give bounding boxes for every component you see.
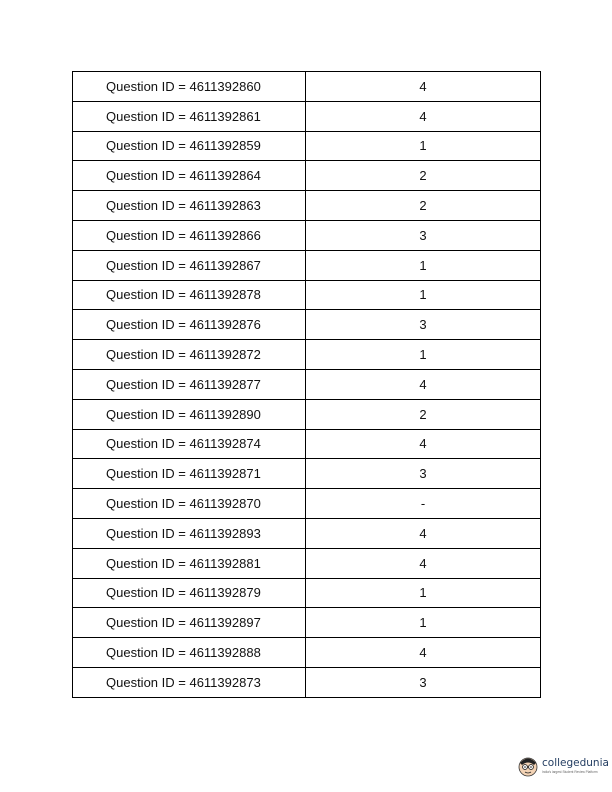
question-id-cell: Question ID = 4611392881 (73, 548, 306, 578)
answer-cell: 1 (306, 131, 541, 161)
table-row (73, 638, 541, 668)
table-row (73, 101, 541, 131)
table-row (73, 280, 541, 310)
collegedunia-logo (517, 755, 609, 777)
answer-cell: 4 (306, 548, 541, 578)
answer-cell: 1 (306, 340, 541, 370)
answer-cell: 3 (306, 310, 541, 340)
question-id-cell: Question ID = 4611392861 (73, 101, 306, 131)
table-row (73, 310, 541, 340)
answer-cell: 2 (306, 161, 541, 191)
logo-text (542, 758, 609, 774)
table-row (73, 72, 541, 102)
answer-cell: 3 (306, 459, 541, 489)
question-id-cell: Question ID = 4611392866 (73, 220, 306, 250)
answer-cell: 2 (306, 191, 541, 221)
answer-key-body (73, 72, 541, 698)
question-id-cell: Question ID = 4611392863 (73, 191, 306, 221)
question-id-cell: Question ID = 4611392872 (73, 340, 306, 370)
table-row (73, 608, 541, 638)
answer-cell: 2 (306, 399, 541, 429)
question-id-cell: Question ID = 4611392867 (73, 250, 306, 280)
answer-cell: 1 (306, 280, 541, 310)
logo-tagline: India's largest Student Review Platform (542, 769, 598, 774)
table-row (73, 250, 541, 280)
table-row (73, 459, 541, 489)
table-row (73, 667, 541, 697)
answer-cell: 4 (306, 429, 541, 459)
answer-cell: 1 (306, 250, 541, 280)
table-row (73, 220, 541, 250)
question-id-cell: Question ID = 4611392878 (73, 280, 306, 310)
table-row (73, 548, 541, 578)
answer-cell: 4 (306, 101, 541, 131)
table-row (73, 518, 541, 548)
table-row (73, 489, 541, 519)
question-id-cell: Question ID = 4611392888 (73, 638, 306, 668)
table-row (73, 161, 541, 191)
question-id-cell: Question ID = 4611392873 (73, 667, 306, 697)
table-row (73, 429, 541, 459)
answer-cell: 4 (306, 638, 541, 668)
mascot-icon (517, 755, 539, 777)
question-id-cell: Question ID = 4611392874 (73, 429, 306, 459)
question-id-cell: Question ID = 4611392876 (73, 310, 306, 340)
question-id-cell: Question ID = 4611392860 (73, 72, 306, 102)
question-id-cell: Question ID = 4611392890 (73, 399, 306, 429)
answer-cell: 1 (306, 608, 541, 638)
table-row (73, 340, 541, 370)
table-row (73, 399, 541, 429)
answer-cell: 4 (306, 72, 541, 102)
question-id-cell: Question ID = 4611392870 (73, 489, 306, 519)
answer-cell: 4 (306, 369, 541, 399)
question-id-cell: Question ID = 4611392859 (73, 131, 306, 161)
logo-name: collegedunia (542, 757, 609, 770)
table-row (73, 191, 541, 221)
question-id-cell: Question ID = 4611392877 (73, 369, 306, 399)
answer-cell: 4 (306, 518, 541, 548)
answer-cell: - (306, 489, 541, 519)
table-row (73, 369, 541, 399)
question-id-cell: Question ID = 4611392864 (73, 161, 306, 191)
table-row (73, 578, 541, 608)
question-id-cell: Question ID = 4611392879 (73, 578, 306, 608)
table-row (73, 131, 541, 161)
answer-cell: 3 (306, 667, 541, 697)
answer-cell: 3 (306, 220, 541, 250)
question-id-cell: Question ID = 4611392893 (73, 518, 306, 548)
question-id-cell: Question ID = 4611392871 (73, 459, 306, 489)
question-id-cell: Question ID = 4611392897 (73, 608, 306, 638)
answer-key-table (72, 71, 541, 698)
answer-cell: 1 (306, 578, 541, 608)
